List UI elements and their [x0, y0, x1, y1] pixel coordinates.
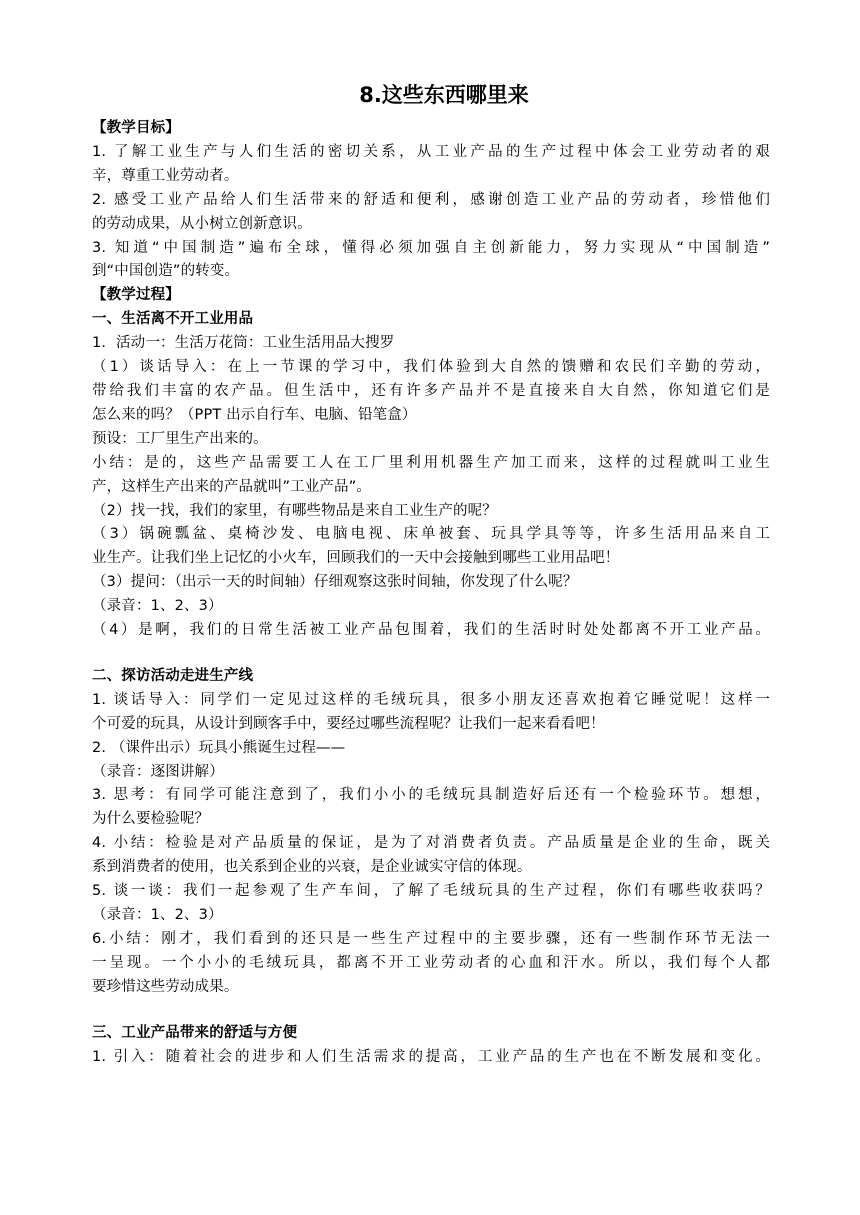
text-line: 怎么来的吗？（PPT 出示自行车、电脑、铅笔盒）	[92, 406, 417, 423]
text-line: （3）提问：（出示一天的时间轴）仔细观察这张时间轴，你发现了什么呢？	[92, 574, 578, 591]
text-line: 小结：是的，这些产品需要工人在工厂里利用机器生产加工而来，这样的过程就叫工业生	[92, 454, 770, 471]
section-heading: 【教学过程】	[92, 287, 180, 304]
text-line: 6.小结：刚才，我们看到的还只是一些生产过程中的主要步骤，还有一些制作环节无法一	[92, 930, 770, 947]
text-line: 业生产。让我们坐上记忆的小火车，回顾我们的一天中会接触到哪些工业用品吧！	[92, 550, 620, 567]
text-line: 到“中国创造”的转变。	[92, 263, 240, 280]
document-body	[92, 117, 770, 1069]
text-line: （1）谈话导入：在上一节课的学习中，我们体验到大自然的馈赠和农民们辛勤的劳动，	[92, 359, 770, 376]
text-line: 个可爱的玩具，从设计到顾客手中，要经过哪些流程呢？让我们一起来看看吧！	[92, 715, 605, 732]
text-line: 产，这样生产出来的产品就叫”工业产品”。	[92, 478, 372, 495]
text-line: （录音：1、2、3）	[92, 907, 223, 923]
text-line: 2. 感受工业产品给人们生活带来的舒适和便利，感谢创造工业产品的劳动者，珍惜他们	[92, 191, 770, 208]
text-line: 要珍惜这些劳动成果。	[92, 978, 239, 995]
text-line: （2）找一找，我们的家里，有哪些物品是来自工业生产的呢？	[92, 502, 497, 519]
section-heading: 二、探访活动走进生产线	[92, 667, 254, 684]
text-line: 一呈现。一个小小的毛绒玩具，都离不开工业劳动者的心血和汗水。所以，我们每个人都	[92, 954, 770, 971]
blank-line	[92, 1000, 770, 1022]
text-line: 的劳动成果，从小树立创新意识。	[92, 215, 312, 232]
text-line: 带给我们丰富的农产品。但生活中，还有许多产品并不是直接来自大自然，你知道它们是	[92, 382, 770, 399]
section-heading: 【教学目标】	[92, 120, 180, 136]
section-heading: 一、生活离不开工业用品	[92, 311, 254, 328]
text-line: 4. 小结：检验是对产品质量的保证，是为了对消费者负责。产品质量是企业的生命，既关	[92, 835, 770, 852]
text-line: 为什么要检验呢？	[92, 811, 210, 828]
blank-line	[92, 643, 770, 665]
text-line: 1．活动一：生活万花筒：工业生活用品大搜罗	[92, 335, 395, 352]
text-line: （3）锅碗瓢盆、桌椅沙发、电脑电视、床单被套、玩具学具等等，许多生活用品来自工	[92, 526, 770, 543]
text-line: 系到消费者的使用，也关系到企业的兴衰，是企业诚实守信的体现。	[92, 859, 532, 876]
page-title: 8.这些东西哪里来	[359, 83, 529, 107]
text-line: （录音：1、2、3）	[92, 598, 223, 615]
text-line: 3. 思考：有同学可能注意到了，我们小小的毛绒玩具制造好后还有一个检验环节。想想，	[92, 787, 770, 804]
text-line: 辛，尊重工业劳动者。	[92, 167, 239, 184]
text-line: （录音：逐图讲解）	[92, 763, 224, 780]
section-heading: 三、工业产品带来的舒适与方便	[92, 1024, 298, 1041]
text-line: 3. 知道“中国制造”遍布全球，懂得必须加强自主创新能力，努力实现从“中国制造”	[92, 239, 770, 256]
text-line: 1. 了解工业生产与人们生活的密切关系，从工业产品的生产过程中体会工业劳动者的艰	[92, 143, 770, 160]
text-line: 1. 引入：随着社会的进步和人们生活需求的提高，工业产品的生产也在不断发展和变化。	[92, 1048, 770, 1065]
text-line: 5. 谈一谈：我们一起参观了生产车间，了解了毛绒玩具的生产过程，你们有哪些收获吗？	[92, 883, 770, 900]
text-line: 2. （课件出示）玩具小熊诞生过程——	[92, 739, 346, 756]
text-line: 1. 谈话导入：同学们一定见过这样的毛绒玩具，很多小朋友还喜欢抱着它睡觉呢！这样一	[92, 691, 770, 708]
text-line: （4）是啊，我们的日常生活被工业产品包围着，我们的生活时时处处都离不开工业产品。	[92, 622, 770, 639]
text-line: 预设：工厂里生产出来的。	[92, 430, 268, 447]
